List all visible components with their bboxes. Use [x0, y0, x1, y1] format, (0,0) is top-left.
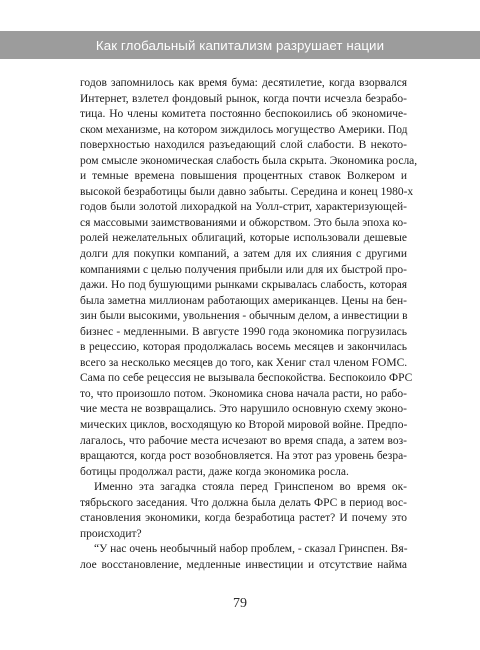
text-line: поверхностью находился разъедающий слой слабости. В некото- [80, 139, 407, 152]
text-line: лагалось, что рабочие места исчезают во время спада, а затем воз- [80, 434, 407, 447]
text-line: становления экономики, когда безработица растет? И почему это [80, 512, 407, 525]
text-line: ся массовыми заимствованиями и обжорством. Это была эпоха ко- [80, 216, 407, 229]
text-line: в рецессию, которая продолжалась восемь месяцев и закончилась [80, 341, 407, 354]
text-line: была заметна миллионам работающих американцев. Цены на бен- [80, 294, 407, 307]
text-line: ром смысле экономическая слабость была скрыта. Экономика росла, [80, 154, 418, 167]
text-line: годов запомнилось как время бума: десятилетие, когда взорвался [80, 77, 407, 89]
text-line: высокой безработицы были давно забыты. Середина и конец 1980-х [80, 185, 414, 198]
text-line: бизнес - медленными. В августе 1990 года экономика погрузилась [80, 325, 407, 338]
text-line: тица. Но члены комитета постоянно беспокоились об экономиче- [80, 108, 407, 121]
text-line: зин были высокими, увольнения - обычным делом, а инвестиции в [80, 310, 408, 323]
text-line: “У нас очень необычный набор проблем, - сказал Гринспен. Вя- [94, 543, 408, 556]
text-line: лое восстановление, медленные инвестиции и отсутствие найма [80, 558, 407, 571]
page-number: 79 [233, 596, 247, 611]
text-line: Сама по себе рецессия не вызывала беспокойства. Беспокоило ФРС [80, 372, 413, 385]
text-line: мических циклов, восходящую ко Второй мировой войне. Предпо- [80, 419, 408, 432]
body-text [80, 76, 418, 574]
text-line: всего за несколько месяцев до того, как Хениг стал членом FOMC. [80, 356, 408, 369]
text-line: происходит? [80, 527, 142, 540]
text-line: чие места не возвращались. Это нарушило основную схему эконо- [80, 403, 407, 416]
text-line: и темные времена повышения процентных ставок Волкером и [80, 170, 407, 183]
text-line: вращаются, когда рост возобновляется. На этот раз уровень безра- [80, 450, 407, 463]
text-line: то, что произошло потом. Экономика снова начала расти, но рабо- [80, 387, 407, 400]
text-line: ском механизме, на котором зиждилось могущество Америки. Под [80, 123, 408, 136]
text-line: Именно эта загадка стояла перед Гринспеном во время ок- [94, 481, 407, 494]
text-line: Интернет, взлетел фондовый рынок, когда почти исчезла безрабо- [80, 92, 407, 105]
text-line: ролей нежелательных облигаций, которые использовали дешевые [80, 232, 407, 245]
text-line: тябрьского заседания. Что должна была делать ФРС в период вос- [80, 496, 407, 509]
running-header [0, 31, 480, 59]
running-header-title: Как глобальный капитализм разрушает нации [95, 37, 385, 53]
text-line: долги для покупки компаний, а затем для их слияния с другими [80, 248, 407, 261]
text-line: ботицы продолжал расти, даже когда экономика росла. [80, 465, 349, 478]
text-line: компаниями с целью получения прибыли или для их быстрой про- [80, 263, 407, 276]
text-line: годов были золотой лихорадкой на Уолл-стрит, характеризующей- [80, 201, 407, 214]
text-line: дажи. Но под бушующими рынками скрывалась слабость, которая [80, 279, 407, 292]
